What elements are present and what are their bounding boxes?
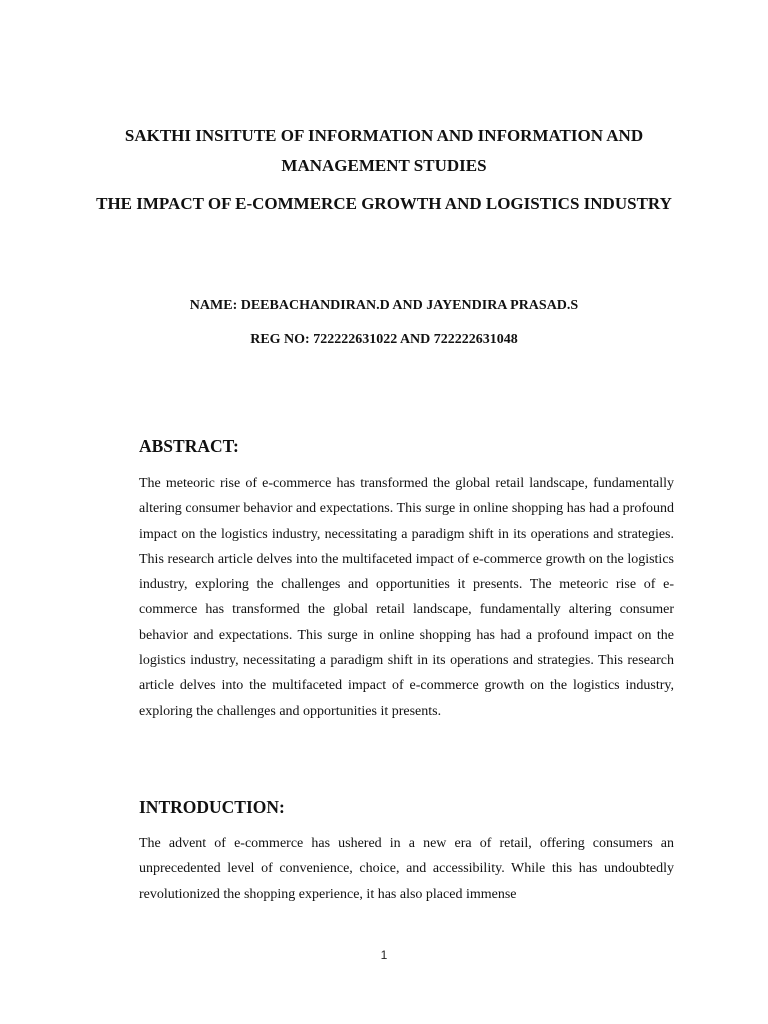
introduction-heading: INTRODUCTION: — [139, 797, 285, 817]
page-number: 1 — [380, 948, 388, 962]
institute-name: SAKTHI INSITUTE OF INFORMATION AND INFORMATION AND MANAGEMENT STUDIES — [124, 126, 644, 175]
paper-title: THE IMPACT OF E-COMMERCE GROWTH AND LOGISTICS INDUSTRY — [96, 194, 672, 213]
abstract-paragraph: The meteoric rise of e-commerce has transformed the global retail landscape, fundamentally altering consumer behavior and expectations. This surge in online shopping has had a profound impact on the logistics industry, necessitating a paradigm shift in its operations and strategies. This research article delves into the multifaceted impact of e-commerce growth on the logistics industry, exploring the challenges and opportunities it presents. The meteoric rise of e-commerce has transformed the global retail landscape, fundamentally altering consumer behavior and expectations. This surge in online shopping has had a profound impact on the logistics industry, necessitating a paradigm shift in its operations and strategies. This research article delves into the multifaceted impact of e-commerce growth on the logistics industry, exploring the challenges and opportunities it presents. — [139, 476, 674, 719]
introduction-paragraph: The advent of e-commerce has ushered in a new era of retail, offering consumers an unprecedented level of convenience, choice, and accessibility. While this has undoubtedly revolutionized the shopping experience, it has also placed immense — [139, 836, 674, 902]
author-names: NAME: DEEBACHANDIRAN.D AND JAYENDIRA PRASAD.S — [189, 298, 579, 313]
registration-numbers: REG NO: 722222631022 AND 722222631048 — [250, 332, 518, 347]
abstract-heading: ABSTRACT: — [139, 436, 239, 456]
